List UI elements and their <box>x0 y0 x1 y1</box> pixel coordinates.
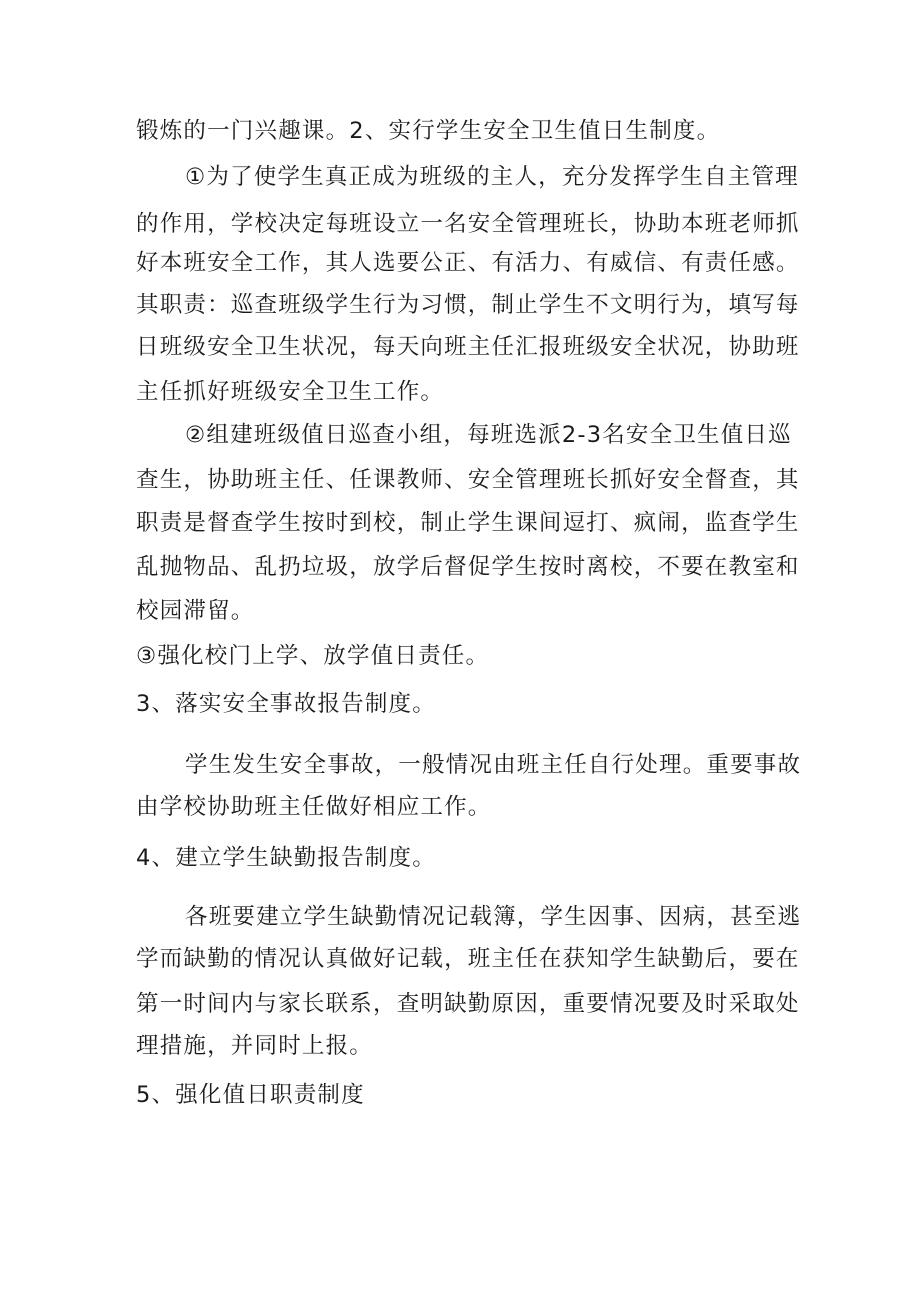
section-heading-5: 5、强化值日职责制度 <box>136 1082 365 1108</box>
section-heading-4: 4、建立学生缺勤报告制度。 <box>136 845 436 871</box>
text-line-7: 主任抓好班级安全卫生工作。 <box>136 379 445 405</box>
text-line-4: 好本班安全工作，其人选要公正、有活力、有威信、有责任感。 <box>136 250 800 276</box>
text-line-18: 各班要建立学生缺勤情况记载簿，学生因事、因病，甚至逃 <box>185 904 802 930</box>
text-line-2: ①为了使学生真正成为班级的主人，充分发挥学生自主管理 <box>185 164 799 190</box>
text-line-12: 校园滞留。 <box>136 598 255 624</box>
text-line-13: ③强化校门上学、放学值日责任。 <box>136 643 490 669</box>
text-line-15: 学生发生安全事故，一般情况由班主任自行处理。重要事故 <box>185 752 802 778</box>
section-heading-3: 3、落实安全事故报告制度。 <box>136 691 436 717</box>
text-line-10: 职责是督查学生按时到校，制止学生课间逗打、疯闹，监查学生 <box>136 510 800 536</box>
text-line-11: 乱抛物品、乱扔垃圾，放学后督促学生按时离校，不要在教室和 <box>136 554 800 580</box>
text-line-16: 由学校协助班主任做好相应工作。 <box>136 794 492 820</box>
text-line-3: 的作用，学校决定每班设立一名安全管理班长，协助本班老师抓 <box>136 211 800 237</box>
text-line-5: 其职责：巡查班级学生行为习惯，制止学生不文明行为，填写每 <box>136 292 800 318</box>
text-line-1: 锻炼的一门兴趣课。2、实行学生安全卫生值日生制度。 <box>136 118 721 144</box>
text-line-6: 日班级安全卫生状况，每天向班主任汇报班级安全状况，协助班 <box>136 334 800 360</box>
text-line-8: ②组建班级值日巡查小组，每班选派2-3名安全卫生值日巡 <box>185 422 792 448</box>
text-line-20: 第一时间内与家长联系，查明缺勤原因，重要情况要及时采取处 <box>136 991 800 1017</box>
text-line-9: 查生，协助班主任、任课教师、安全管理班长抓好安全督查，其 <box>136 467 800 493</box>
text-line-21: 理措施，并同时上报。 <box>136 1033 374 1059</box>
text-line-19: 学而缺勤的情况认真做好记载，班主任在获知学生缺勤后，要在 <box>136 946 800 972</box>
